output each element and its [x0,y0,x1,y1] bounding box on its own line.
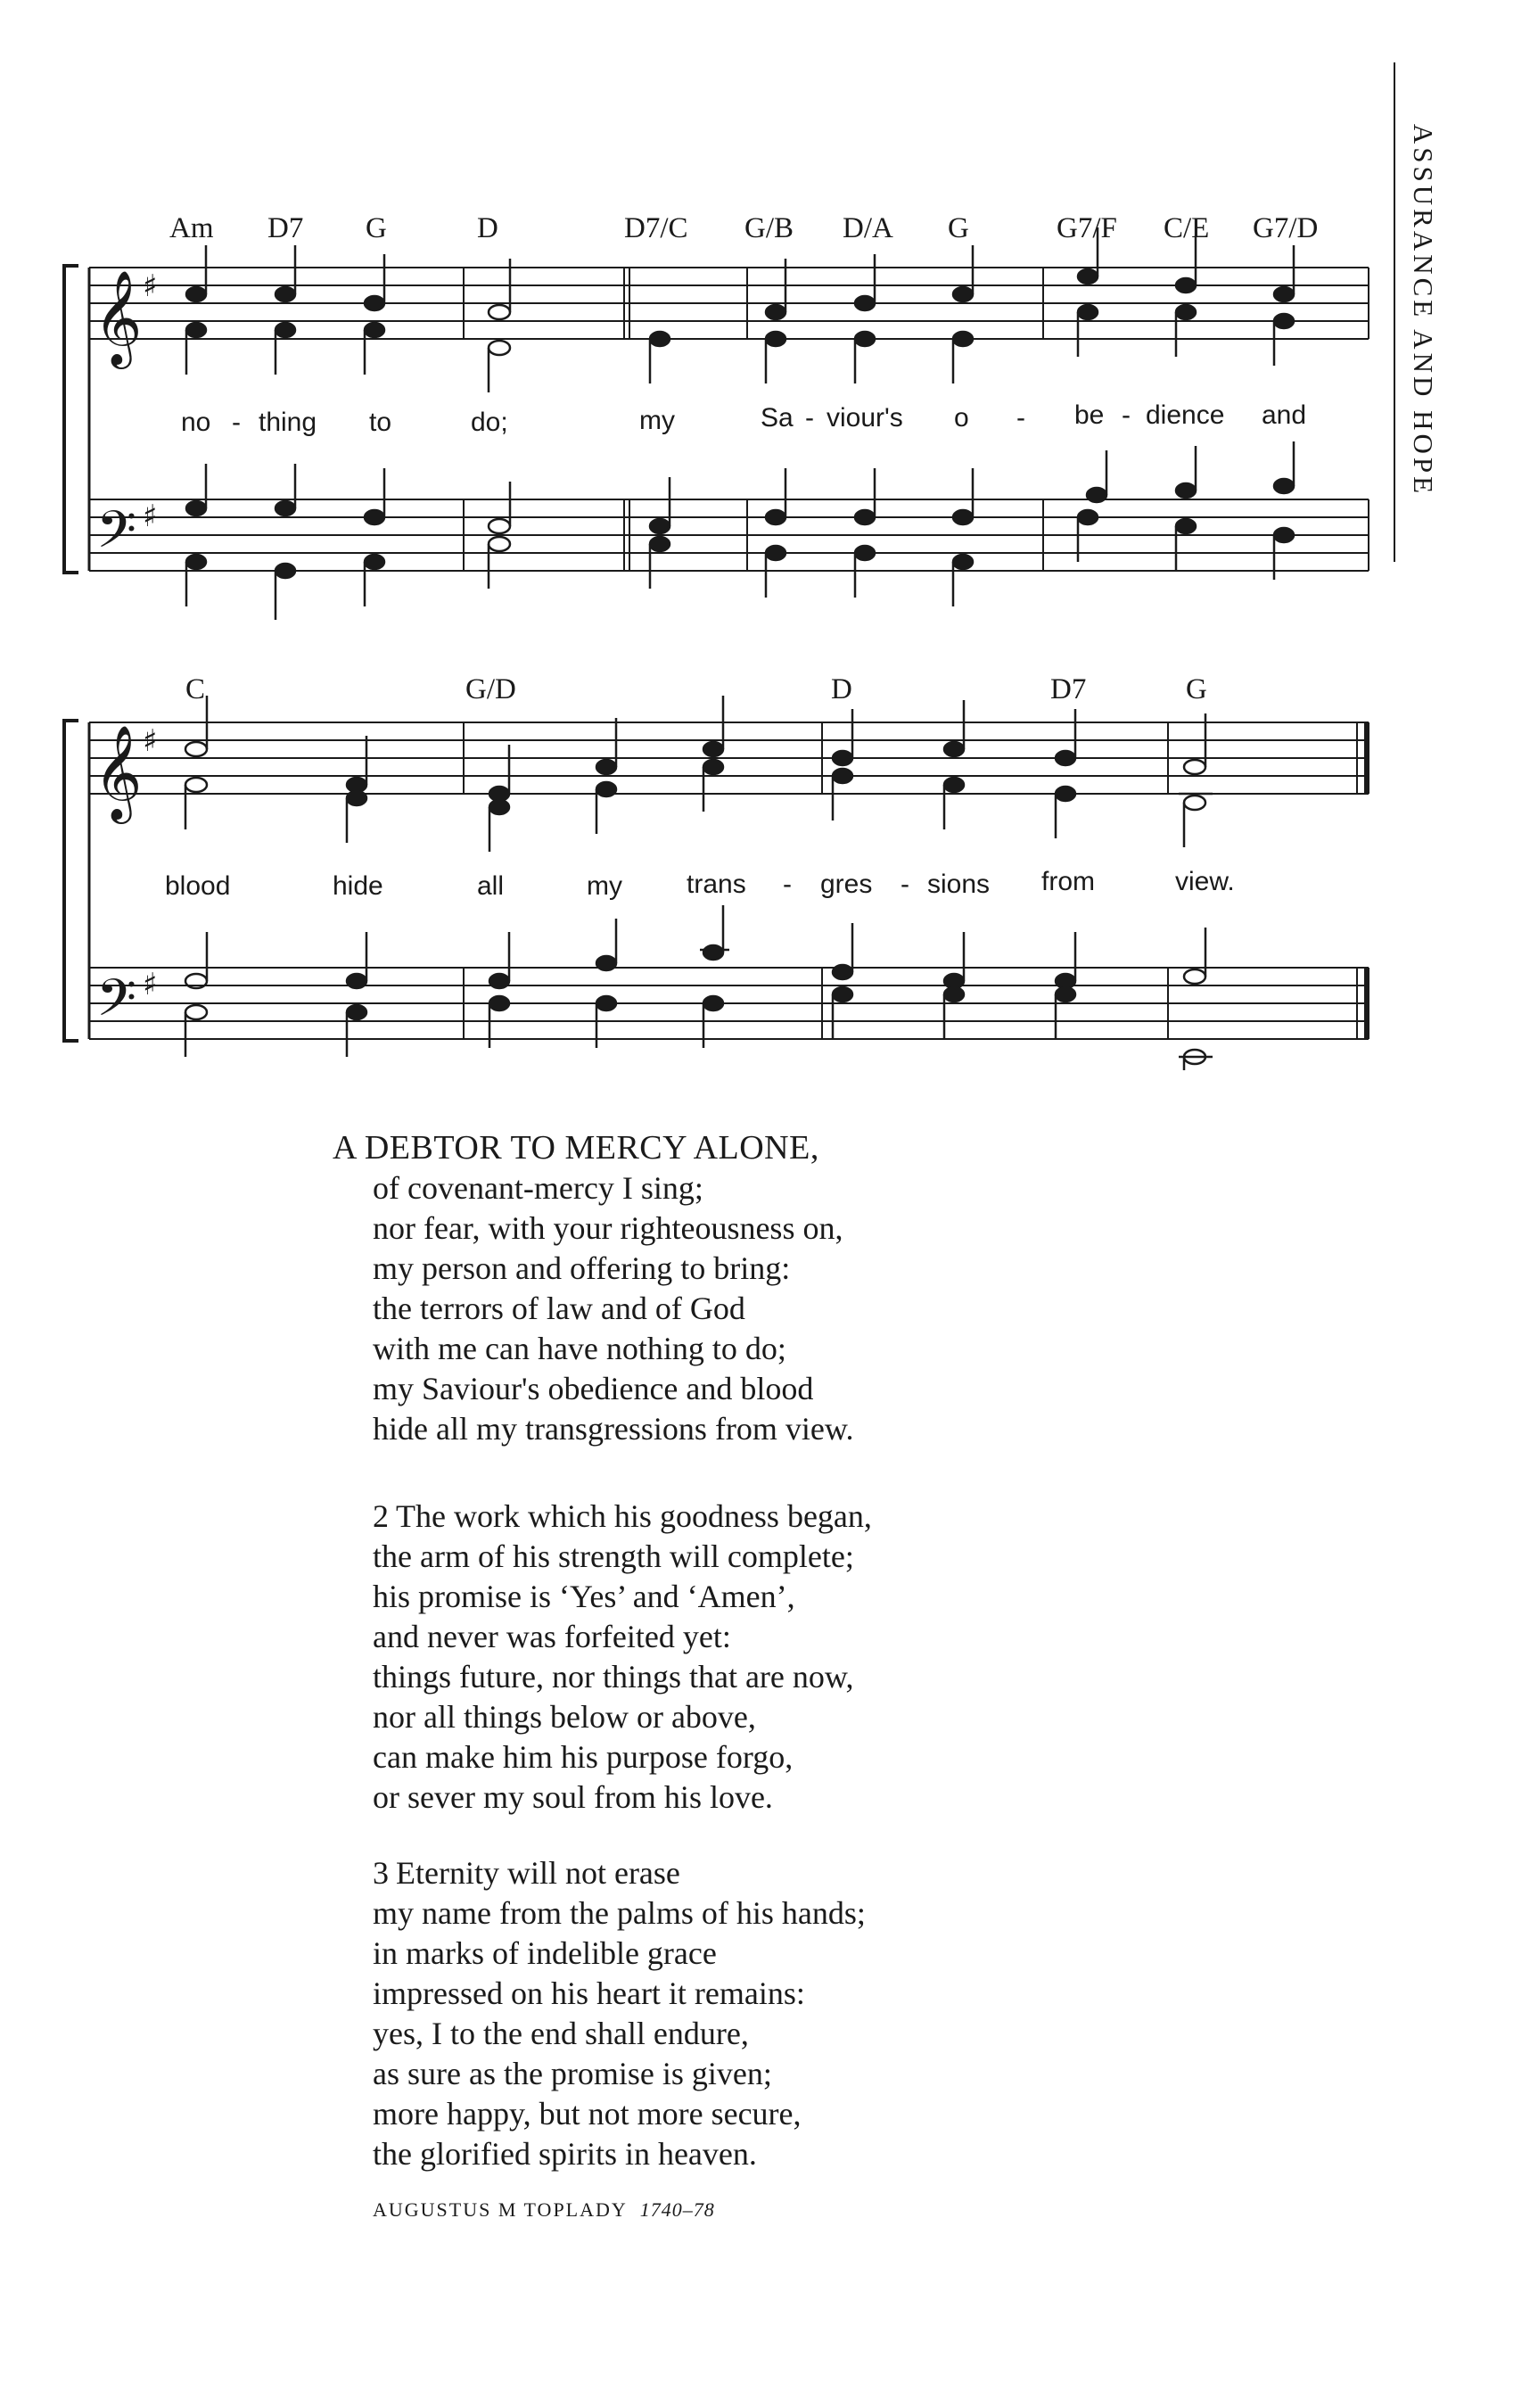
verse-first-line [373,1853,866,1893]
verse-line: can make him his purpose forgo, [373,1739,794,1775]
music-notation [0,0,1538,1070]
lyric-syllable: trans [687,870,746,899]
lyric-syllable: do; [471,408,508,437]
verse-line: the terrors of law and of God [373,1291,745,1326]
lyric-hyphen: - [1122,400,1131,430]
verse-number: 3 [373,1855,389,1891]
verse-line: with me can have nothing to do; [373,1331,786,1366]
lyric-syllable: viour's [827,403,903,433]
chord-symbol: Am [169,212,214,244]
verse-line: things future, nor things that are now, [373,1659,854,1695]
verse-1 [333,1128,859,1449]
verse-line: as sure as the promise is given; [373,2056,772,2091]
lyric-syllable: from [1041,867,1095,896]
bass-notes-system-2 [185,905,1213,1070]
lyric-syllable: Sa [761,403,794,433]
lyric-syllable: gres [820,870,873,899]
verse-line: in marks of indelible grace [373,1935,717,1971]
lyric-hyphen: - [1016,403,1025,433]
chord-symbol: C/E [1164,212,1210,244]
chord-symbol: D7/C [624,212,688,244]
lyric-hyphen: - [232,408,241,437]
bass-clef-icon: 𝄢 [96,499,137,573]
verse-line: yes, I to the end shall endure, [373,2016,749,2051]
chord-symbol: D [831,673,852,705]
chord-symbol: G/B [744,212,794,244]
treble-clef-icon: 𝄞 [94,724,143,820]
bass-clef-icon: 𝄢 [96,968,137,1041]
verse-line: more happy, but not more secure, [373,2096,802,2132]
verse-line: his promise is ‘Yes’ and ‘Amen’, [373,1579,795,1614]
verse-line: nor all things below or above, [373,1699,756,1735]
chord-symbol: D7 [1050,673,1087,705]
chord-symbol: G/D [465,673,516,705]
bass-staff-2 [89,968,1369,1039]
verse-first-line: A DEBTOR TO MERCY ALONE, [333,1129,819,1167]
lyric-hyphen: - [783,870,792,899]
author-years: 1740–78 [639,2198,715,2221]
lyric-syllable: to [369,408,392,437]
sharp-icon: ♯ [143,268,158,304]
lyric-syllable: sions [927,870,991,899]
lyric-syllable: my [639,406,675,435]
verse-first-line [373,1497,872,1537]
chord-symbol: G7/F [1057,212,1117,244]
lyric-syllable: no [181,408,211,437]
section-label [1404,70,1442,551]
sharp-icon: ♯ [143,723,158,759]
lyric-hyphen: - [901,870,909,899]
verse-number: 2 [373,1498,389,1534]
verse-line: my Saviour's obedience and blood [373,1371,814,1406]
verse-line: nor fear, with your righteousness on, [373,1210,843,1246]
chord-symbol: D7 [267,212,304,244]
author-credit [373,2198,715,2222]
chord-symbol: G [366,212,387,244]
verse-line: hide all my transgressions from view. [373,1411,854,1447]
lyric-syllable: blood [165,871,231,901]
sharp-icon: ♯ [143,967,158,1002]
bass-notes-system-1 [186,441,1294,620]
chord-symbol: D/A [843,212,893,244]
chord-symbol: C [185,673,206,705]
verse-2 [373,1497,872,1818]
lyric-syllable: be [1074,400,1105,430]
chord-symbol: D [477,212,498,244]
verse-line: the arm of his strength will complete; [373,1538,854,1574]
chord-symbol: G [948,212,969,244]
verse-line: of covenant-mercy I sing; [373,1170,703,1206]
verse-line: Eternity will not erase [396,1855,680,1891]
lyric-syllable: hide [333,871,383,901]
verse-line: or sever my soul from his love. [373,1779,773,1815]
lyric-syllable: dience [1146,400,1225,430]
verse-line: and never was forfeited yet: [373,1619,731,1654]
verse-line: The work which his goodness began, [396,1498,872,1534]
verse-line: my name from the palms of his hands; [373,1895,866,1931]
author-name: AUGUSTUS M TOPLADY [373,2198,628,2221]
lyric-hyphen: - [805,403,814,433]
lyric-syllable: my [587,871,622,901]
chord-symbol: G [1186,673,1207,705]
notes-system-1 [186,227,1294,392]
section-label-text: ASSURANCE AND HOPE [1408,123,1439,498]
lyric-syllable: thing [259,408,317,437]
sharp-icon: ♯ [143,499,158,534]
notes-system-2 [185,696,1213,852]
section-divider [1394,62,1395,562]
verse-line: my person and offering to bring: [373,1250,791,1286]
verse-3 [373,1853,866,2174]
lyric-syllable: view. [1175,867,1235,896]
treble-staff-2 [89,722,1369,794]
chord-symbol: G7/D [1253,212,1319,244]
verse-line: the glorified spirits in heaven. [373,2136,757,2172]
lyric-syllable: and [1262,400,1307,430]
lyric-syllable: o [954,403,969,433]
lyric-syllable: all [477,871,505,901]
treble-clef-icon: 𝄞 [94,269,143,365]
verse-line: impressed on his heart it remains: [373,1975,805,2011]
